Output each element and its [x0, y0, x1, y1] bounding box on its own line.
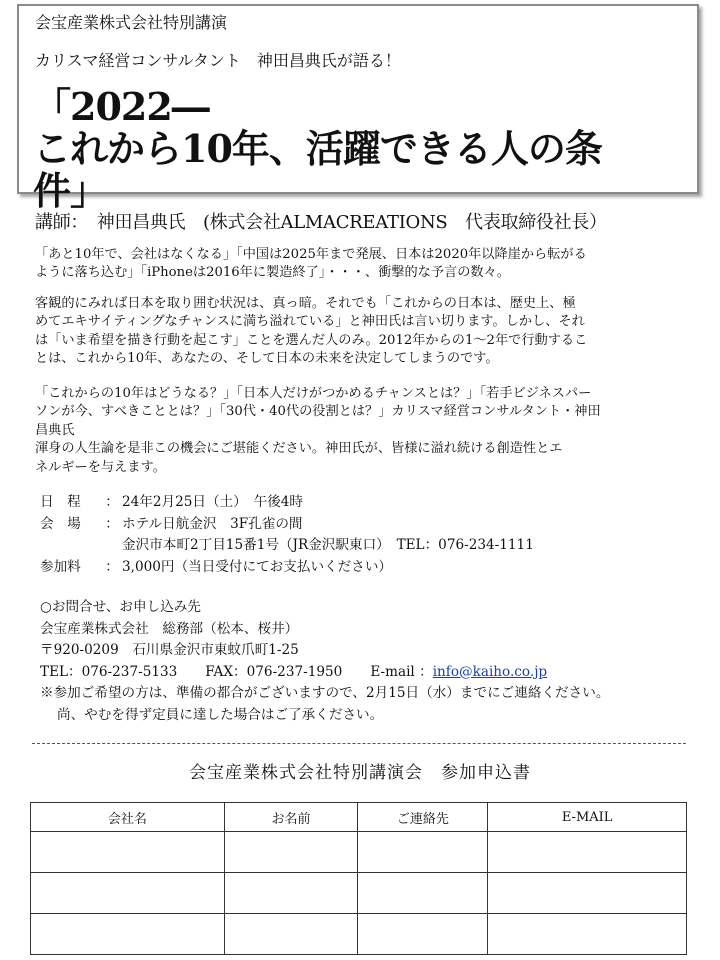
form-cell[interactable]: [358, 914, 488, 955]
form-cell[interactable]: [31, 914, 225, 955]
paragraph-line: ように落ち込む」「iPhoneは2016年に製造終了」・・・、衝撃的な予言の数々。: [35, 265, 510, 281]
application-form-table: [30, 802, 687, 955]
column-header-email: E-MAIL: [488, 803, 687, 832]
detail-date-row: [40, 492, 534, 514]
fee-value: 3,000円（当日受付にてお支払いください）: [122, 558, 393, 575]
form-cell[interactable]: [224, 832, 358, 873]
venue-label: 会 場: [40, 515, 81, 532]
paragraph-line: めてエキサイティングなチャンスに満ち溢れている」と神田氏は言い切ります。しかし、それ: [35, 314, 585, 330]
paragraph-line: 「あと10年で、会社はなくなる」「中国は2025年まで発展、日本は2020年以降崖から転がる: [35, 247, 587, 262]
form-title: 会宝産業株式会社特別講演会 参加申込書: [189, 763, 531, 783]
paragraph-line: ソンが今、すべきこととは？」「30代・40代の役割とは？」カリスマ経営コンサルタント・神田: [35, 404, 601, 420]
email-label: E-mail ：: [370, 663, 433, 680]
email-link[interactable]: info@kaiho.co.jp: [432, 663, 548, 680]
venue-value: ホテル日航金沢 3F孔雀の間: [122, 515, 303, 532]
main-title: [33, 86, 653, 212]
contact-note: 尚、やむを得ず定員に達した場合はご了承ください。: [57, 706, 384, 723]
paragraph-line: 渾身の人生論を是非この機会にご堪能ください。神田氏が、皆様に溢れ続ける創造性とエ: [35, 441, 563, 457]
paragraph-line: は「いま希望を描き行動を起こす」ことを選んだ人のみ。2012年からの1～2年で行動するこ: [35, 332, 588, 348]
title-line: 「2022―: [33, 84, 209, 129]
contact-note: ※参加ご希望の方は、準備の都合がございますので、2月15日（水）までにご連絡ください。: [40, 685, 610, 701]
title-line: 件」: [33, 168, 108, 213]
colon: ：: [105, 494, 119, 510]
paragraph-line: とは、これから10年、あなたの、そして日本の未来を決定してしまうのです。: [35, 351, 499, 367]
form-entry-row: [31, 914, 687, 955]
paragraph-line: 昌典氏: [35, 422, 75, 438]
detail-venue-row: [40, 514, 534, 536]
form-cell[interactable]: [358, 832, 488, 873]
column-header-contact: ご連絡先: [358, 803, 488, 832]
fee-label: 参加料: [40, 558, 81, 575]
form-cell[interactable]: [488, 832, 687, 873]
paragraph-situation: [35, 295, 685, 369]
venue-address: 金沢市本町2丁目15番1号（JR金沢駅東口） TEL：076-234-1111: [122, 537, 534, 553]
organizer-label: 会宝産業株式会社特別講演: [35, 13, 228, 32]
form-cell[interactable]: [31, 873, 225, 914]
paragraph-questions: [35, 385, 685, 477]
form-cell[interactable]: [224, 873, 358, 914]
contact-heading: ○お問合せ、お申し込み先: [40, 599, 201, 615]
date-value: 24年2月25日（土） 午後4時: [122, 494, 304, 510]
cut-line-divider: [32, 743, 686, 744]
form-cell[interactable]: [488, 914, 687, 955]
form-cell[interactable]: [31, 832, 225, 873]
header-subtitle: カリスマ経営コンサルタント 神田昌典氏が語る！: [35, 51, 401, 70]
contact-company: 会宝産業株式会社 総務部（松本、桜井）: [40, 620, 299, 637]
form-cell[interactable]: [224, 914, 358, 955]
lecturer-line: 講師： 神田昌典氏 (株式会社ALMACREATIONS 代表取締役社長）: [35, 212, 607, 233]
column-header-company: 会社名: [31, 803, 225, 832]
paragraph-intro: [35, 246, 685, 283]
contact-phone-row: [40, 662, 609, 684]
contact-fax: FAX：076-237-1950: [205, 663, 343, 680]
title-line: これから10年、活躍できる人の条: [33, 126, 602, 171]
event-details: [40, 492, 534, 578]
paragraph-line: ネルギーを与えます。: [35, 459, 166, 475]
paragraph-line: 客観的にみれば日本を取り囲む状況は、真っ暗。それでも「これからの日本は、歴史上、極: [35, 296, 576, 311]
colon: ：: [105, 515, 119, 532]
form-cell[interactable]: [488, 873, 687, 914]
form-entry-row: [31, 873, 687, 914]
colon: ：: [105, 558, 119, 575]
form-cell[interactable]: [358, 873, 488, 914]
contact-address: 〒920-0209 石川県金沢市東蚊爪町1-25: [40, 642, 299, 658]
contact-tel: TEL：076-237-5133: [40, 663, 178, 680]
paragraph-line: 「これからの10年はどうなる？」「日本人だけがつかめるチャンスとは？」「若手ビジネスパー: [35, 386, 592, 401]
form-entry-row: [31, 832, 687, 873]
column-header-name: お名前: [224, 803, 358, 832]
date-label: 日 程: [40, 494, 81, 510]
form-header-row: [31, 803, 687, 832]
detail-fee-row: [40, 557, 534, 579]
contact-block: [40, 597, 609, 726]
